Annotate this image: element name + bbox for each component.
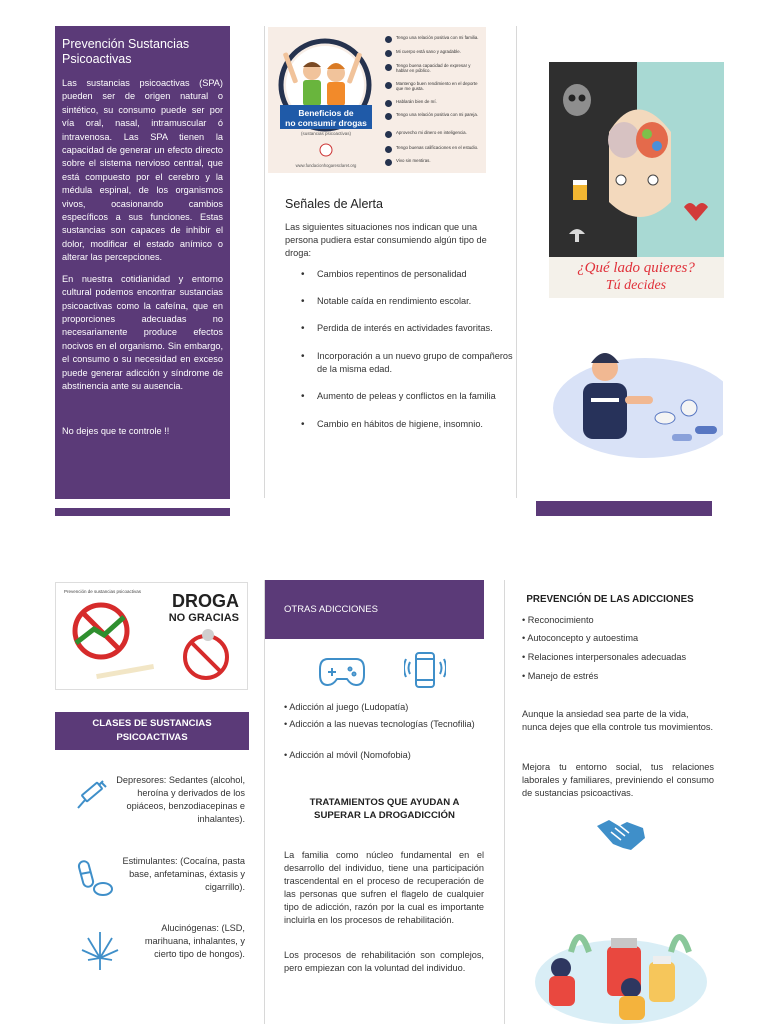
alert-title: Señales de Alerta	[285, 197, 383, 211]
poster-line-2: Tú decides	[605, 278, 667, 293]
benefit-bullet-icon	[385, 82, 392, 89]
benefit-bullet-icon	[385, 50, 392, 57]
intro-panel	[55, 26, 230, 499]
benefit-bullet-icon	[385, 100, 392, 107]
droga-no-gracias-image	[55, 582, 248, 690]
benefit-item: Mantengo buen rendimiento en el deporte que me gusta.	[396, 81, 478, 91]
pills-icon	[75, 858, 115, 898]
mobile-phone-icon	[404, 650, 446, 690]
decorative-bar	[55, 508, 230, 516]
otras-item: • Adicción a las nuevas tecnologías (Tecnofilia)	[284, 719, 475, 729]
intro-title: Prevención Sustancias Psicoactivas	[62, 37, 190, 66]
intro-paragraph-1: Las sustancias psicoactivas (SPA) pueden ser de origen natural o sintético, su consumo puede ser por vía oral, nasal, intramuscular ó intravenosa. Las SPA tienen la capacidad de generar un efecto directo sobre el sistema nervioso central, que está compuesto por el cerebro y la médula espinal, de los organismos vivos, ocasionando cambios específicos a sus funciones. Estas sustancias son capaces de inhibir el dolor, modificar el estado anímico o alterar las percepciones.	[62, 78, 223, 263]
cannabis-leaf-icon	[78, 928, 122, 972]
droga-image-line-1: DROGA	[172, 591, 239, 611]
benefit-bullet-icon	[385, 146, 392, 153]
alert-item: • Perdida de interés en actividades favoritas.	[317, 322, 517, 335]
people-with-pills-illustration	[531, 912, 707, 1024]
otras-title: OTRAS ADICCIONES	[284, 604, 378, 615]
droga-image-line-2: NO GRACIAS	[168, 612, 239, 624]
benefit-bullet-icon	[385, 159, 392, 166]
column-divider	[504, 580, 505, 1024]
otras-header	[265, 580, 484, 639]
choice-poster	[549, 62, 724, 298]
prevencion-paragraph-1: Aunque la ansiedad sea parte de la vida, nunca dejes que ella controle tus movimientos.	[522, 709, 714, 732]
prevencion-item: • Autoconcepto y autoestima	[522, 633, 639, 643]
clases-item-alucinogenas: Alucinógenas: (LSD, marihuana, inhalantes, y cierto tipo de hongos).	[144, 923, 245, 959]
benefit-item: Tengo buenas calificaciones en el estudio.	[396, 145, 479, 150]
benefits-infographic	[268, 27, 486, 173]
benefit-item: Mi cuerpo está sano y agradable.	[396, 49, 461, 54]
tratamientos-paragraph-2: Los procesos de rehabilitación son complejos, pero empiezan con la voluntad del individuo.	[284, 950, 484, 973]
benefit-bullet-icon	[385, 131, 392, 138]
infographic-subtitle: (sustancias psicoactivas)	[300, 131, 352, 136]
intro-tagline: No dejes que te controle !!	[62, 426, 170, 437]
brain-illustration	[549, 62, 724, 298]
infographic-website: www.fundacionhogaresclaret.org	[295, 163, 357, 168]
benefit-item: Tengo una relación positiva con mi familia.	[396, 35, 479, 40]
benefit-item: Aprovecho mi dinero en inteligencia.	[396, 130, 467, 135]
prevencion-item: • Manejo de estrés	[522, 671, 599, 681]
clases-item-depresores: Depresores: Sedantes (alcohol, heroína y derivados de los opiáceos, benzodiacepinas e inhalantes).	[116, 775, 245, 824]
otras-item: • Adicción al juego (Ludopatía)	[284, 702, 409, 712]
column-divider	[264, 26, 265, 498]
prevencion-item: • Reconocimiento	[522, 615, 594, 625]
decorative-bar	[536, 501, 712, 516]
benefit-item: Vivo sin mentiras.	[396, 158, 431, 163]
otras-item: • Adicción al móvil (Nomofobia)	[284, 750, 411, 760]
tratamientos-paragraph-1: La familia como núcleo fundamental en el desarrollo del individuo, tiene una participación trascendental en el proceso de recuperación de las personas que sufren el flagelo de cualquier tipo de adicción, razón por la cual es importante incluirla en los procesos de rehabilitación.	[284, 850, 484, 925]
infographic-title-line-1: Beneficios de	[298, 108, 354, 118]
tratamientos-title: TRATAMIENTOS QUE AYUDAN A SUPERAR LA DROGADICCIÓN	[309, 797, 460, 821]
prevencion-item: • Relaciones interpersonales adecuadas	[522, 652, 687, 662]
droga-image-caption: Prevención de sustancias psicoactivas	[64, 589, 142, 594]
clases-title: CLASES DE SUSTANCIAS PSICOACTIVAS	[92, 718, 212, 743]
game-controller-icon	[318, 654, 366, 688]
alert-item: • Cambio en hábitos de higiene, insomnio.	[317, 418, 517, 431]
prevencion-paragraph-2: Mejora tu entorno social, tus relaciones laborales y familiares, previniendo el consumo de sustancias psicoactivas.	[522, 762, 714, 798]
alert-item: • Incorporación a un nuevo grupo de compañeros de la misma edad.	[317, 350, 517, 376]
benefit-bullet-icon	[385, 36, 392, 43]
alert-item: • Notable caída en rendimiento escolar.	[317, 295, 517, 308]
handshake-icon	[593, 812, 649, 852]
intro-paragraph-2: En nuestra cotidianidad y entorno cultural podemos encontrar sustancias psicoactivas como la cafeína, que en proporciones adecuadas no necesariamente produce efectos nocivos en el organismo. Sin embargo, el consumo o su necesidad en exceso puede generar adicción y síndrome de abstinencia ante su ausencia.	[62, 273, 223, 391]
benefit-item: Tengo una relación positiva con mi pareja.	[396, 112, 479, 117]
benefit-bullet-icon	[385, 64, 392, 71]
benefit-item: Tengo buena capacidad de expresar y hablar en público.	[396, 63, 471, 73]
alert-item: • Aumento de peleas y conflictos en la familia	[317, 390, 517, 403]
syringe-icon	[72, 778, 110, 814]
man-refusing-pills-illustration	[547, 338, 723, 462]
clases-item-estimulantes: Estimulantes: (Cocaína, pasta base, anfetaminas, éxtasis y cigarrillo).	[122, 856, 245, 892]
prevencion-title: PREVENCIÓN DE LAS ADICCIONES	[526, 594, 694, 605]
benefit-item: Hablarán bien de mí.	[396, 99, 437, 104]
alert-item: • Cambios repentinos de personalidad	[317, 268, 517, 281]
alert-intro: Las siguientes situaciones nos indican que una persona pudiera estar consumiendo algún tipo de droga:	[285, 222, 487, 258]
infographic-title-line-2: no consumir drogas	[285, 118, 367, 128]
column-divider	[264, 580, 265, 1024]
benefit-bullet-icon	[385, 113, 392, 120]
poster-line-1: ¿Qué lado quieres?	[577, 260, 695, 276]
clases-header	[55, 712, 249, 750]
